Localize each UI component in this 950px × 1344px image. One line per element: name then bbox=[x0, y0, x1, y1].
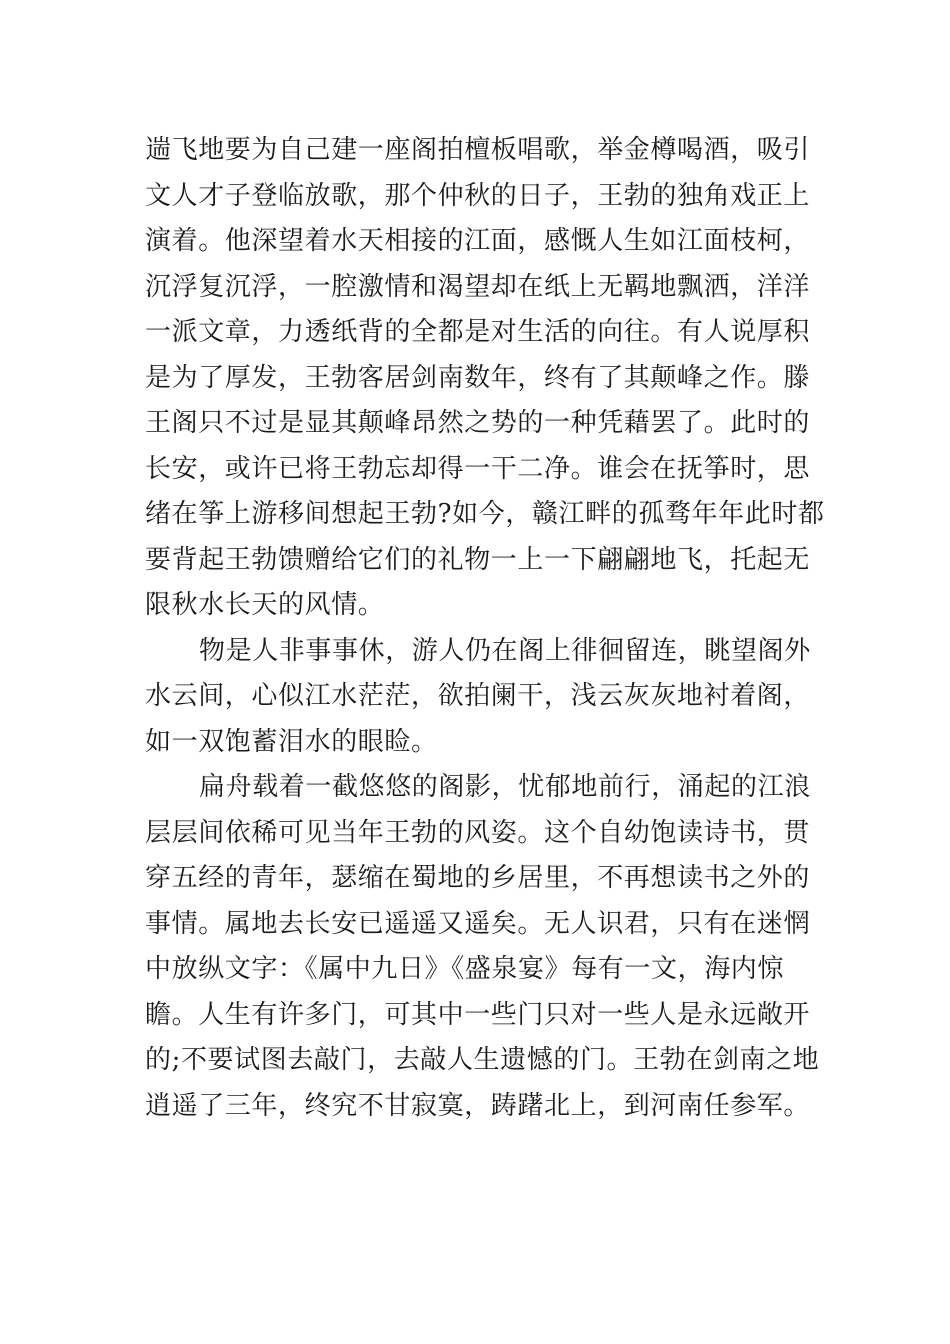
text-line: 事情。属地去长安已遥遥又遥矣。无人识君，只有在迷惘 bbox=[145, 908, 811, 939]
body-text bbox=[145, 128, 825, 1129]
text-line: 穿五经的青年，瑟缩在蜀地的乡居里，不再想读书之外的 bbox=[145, 863, 811, 893]
paragraph-2 bbox=[145, 629, 810, 766]
paragraph-3 bbox=[145, 765, 820, 1129]
text-line: 层层间依稀可见当年王勃的风姿。这个自幼饱读诗书，贯 bbox=[145, 817, 811, 848]
text-line: 文人才子登临放歌，那个仲秋的日子，王勃的独角戏正上 bbox=[145, 180, 811, 211]
text-line: 的;不要试图去敲门，去敲人生遗憾的门。王勃在剑南之地 bbox=[145, 1045, 820, 1075]
text-line: 遄飞地要为自己建一座阁拍檀板唱歌，举金樽喝酒，吸引 bbox=[145, 135, 811, 165]
text-line: 水云间，心似江水茫茫，欲拍阑干，浅云灰灰地衬着阁， bbox=[145, 681, 811, 711]
text-line: 一派文章，力透纸背的全都是对生活的向往。有人说厚积 bbox=[145, 317, 811, 347]
text-line: 如一双饱蓄泪水的眼睑。 bbox=[145, 726, 438, 757]
text-line: 长安，或许已将王勃忘却得一干二净。谁会在抚筝时，思 bbox=[145, 453, 811, 484]
text-line: 逍遥了三年，终究不甘寂寞，踌躇北上，到河南任参军。 bbox=[145, 1090, 811, 1121]
text-line: 沉浮复沉浮，一腔激情和渴望却在纸上无羁地飘洒，洋洋 bbox=[145, 271, 811, 302]
text-line: 绪在筝上游移间想起王勃?如今，赣江畔的孤骛年年此时都 bbox=[145, 499, 825, 529]
text-line: 演着。他深望着水天相接的江面，感慨人生如江面枝柯， bbox=[145, 226, 811, 256]
text-line: 瞻。人生有许多门，可其中一些门只对一些人是永远敞开 bbox=[145, 999, 811, 1030]
text-line: 物是人非事事休，游人仍在阁上徘徊留连，眺望阁外 bbox=[199, 635, 811, 666]
text-line: 扁舟载着一截悠悠的阁影，忧郁地前行，涌起的江浪 bbox=[199, 772, 811, 802]
text-line: 限秋水长天的风情。 bbox=[145, 590, 385, 620]
text-line: 中放纵文字：《属中九日》《盛泉宴》每有一文，海内惊 bbox=[145, 954, 785, 984]
paragraph-1 bbox=[145, 128, 825, 629]
text-line: 王阁只不过是显其颠峰昂然之势的一种凭藉罢了。此时的 bbox=[145, 408, 811, 438]
text-line: 要背起王勃馈赠给它们的礼物一上一下翩翩地飞，托起无 bbox=[145, 544, 811, 575]
text-line: 是为了厚发，王勃客居剑南数年，终有了其颠峰之作。滕 bbox=[145, 362, 811, 393]
